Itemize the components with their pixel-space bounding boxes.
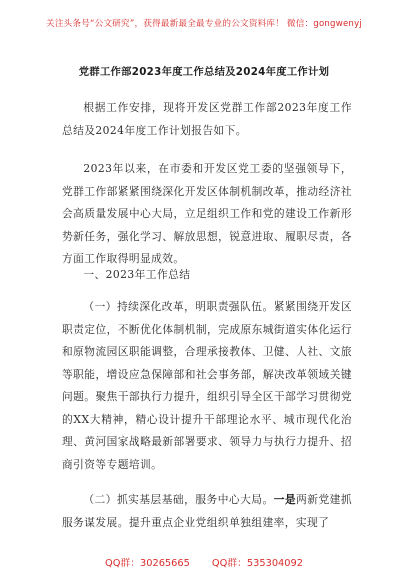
bottom-qq-banner xyxy=(0,554,408,574)
document-title: 党群工作部2023年度工作总结及2024年度工作计划 xyxy=(78,66,330,78)
paragraph-grassroots-rest: 两新党建抓服务谋发展。提升重点企业党组织单独组建率，实现了 xyxy=(62,493,352,529)
top-promo-banner: 关注头条号“公文研究”，获得最新最全最专业的公文资料库！ 微信：gongwenyj xyxy=(46,19,362,29)
paragraph-grassroots-prefix: （二）抓实基层基础，服务中心大局。 xyxy=(83,493,274,506)
paragraph-intro: 根据工作安排，现将开发区党群工作部2023年度工作总结及2024年度工作计划报告如下。 xyxy=(62,101,352,137)
qq-group-1: QQ群：30265665 xyxy=(104,558,190,569)
paragraph-reform: （一）持续深化改革，明职责强队伍。紧紧围绕开发区职责定位，不断优化体制机制，完成原东城街道实体化运行和原物流园区职能调整，合理承接教体、卫健、人社、文旅等职能，增设应急保障部和社会事务部，解决改革领域关键问题。聚焦干部执行力提升，组织引导全区干部学习贯彻党的XX大精神，精心设计提升干部理论水平、城市现代化治理、黄河国家战略最新部署要求、领导力与执行力提升、招商引资等专题培训。 xyxy=(62,300,352,471)
section-heading-summary: 一、2023年工作总结 xyxy=(83,268,191,281)
paragraph-overview: 2023年以来，在市委和开发区党工委的坚强领导下，党群工作部紧紧围绕深化开发区体制机制改革，推动经济社会高质量发展中心大局，立足组织工作和党的建设工作新形势新任务，强化学习、解放思想，锐意进取、履职尽责，各方面工作取得明显成效。 xyxy=(62,162,352,265)
paragraph-grassroots-emphasis: 一是 xyxy=(273,493,297,506)
paragraph-grassroots xyxy=(62,489,352,551)
qq-group-2: QQ群：535304092 xyxy=(211,558,303,569)
